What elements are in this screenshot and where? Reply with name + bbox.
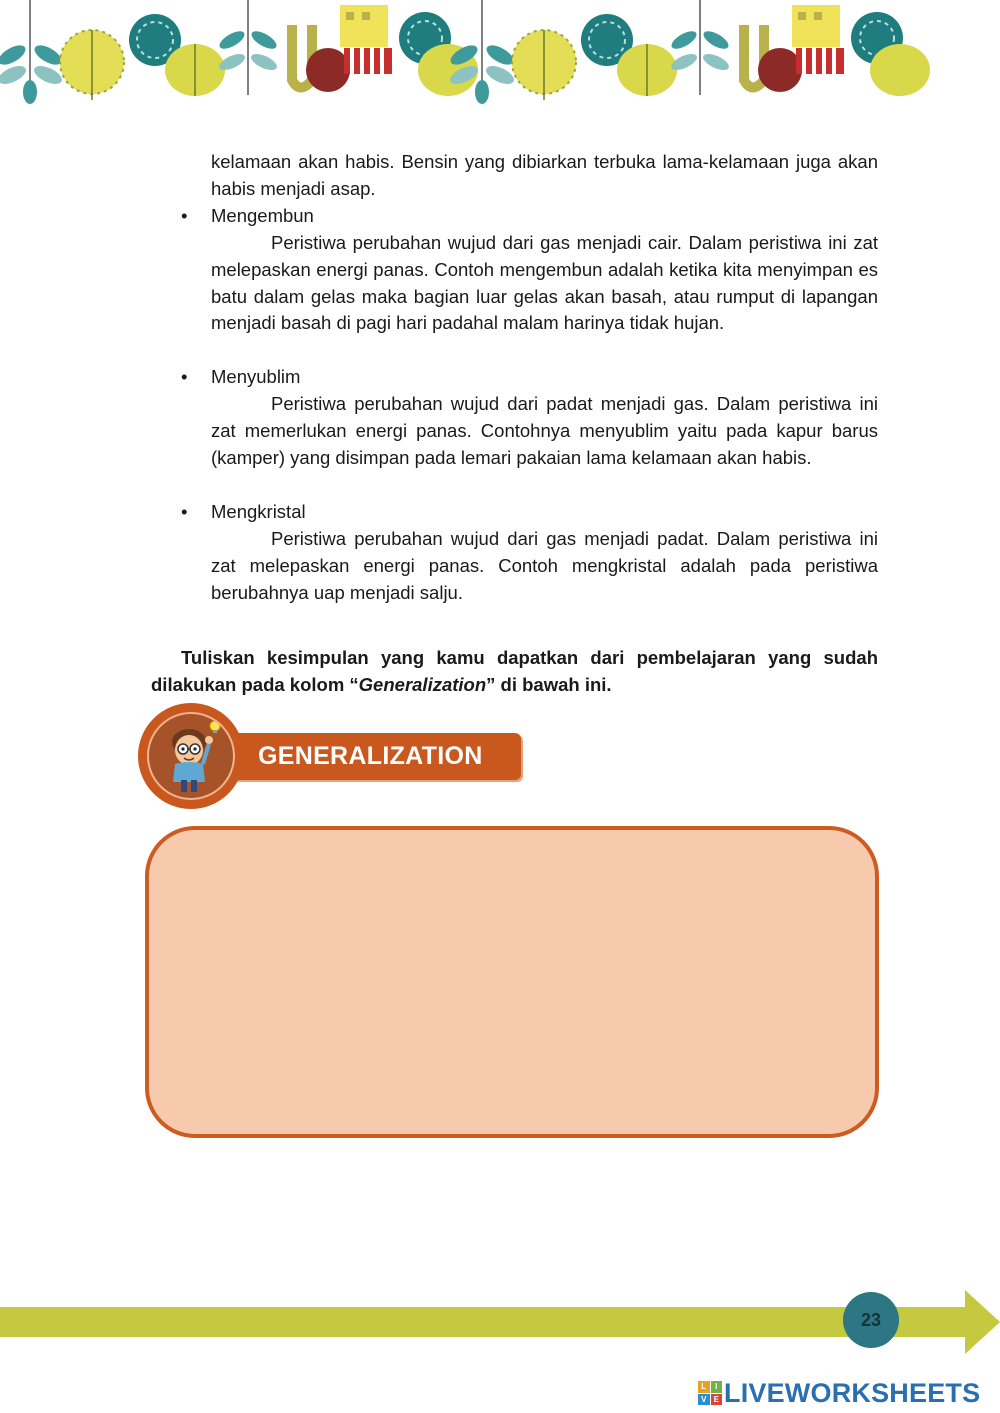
section-body: Peristiwa perubahan wujud dari padat menjadi gas. Dalam peristiwa ini zat memerlukan energi panas. Contohnya menyublim yaitu pada kapur barus (kamper) yang disimpan pada lemari pakaian lama kelamaan akan habis. [211,393,878,468]
thinking-boy-icon [149,714,233,798]
generalization-answer-box[interactable] [145,826,879,1138]
bullet-item-mengembun [181,203,314,230]
bullet-icon: • [181,205,188,226]
instruction-before: Tuliskan kesimpulan yang kamu dapatkan dari pembelajaran yang sudah dilakukan pada kolom “ [151,647,878,695]
instruction-after: ” di bawah ini. [486,673,612,695]
yellow-leaf-icon [60,30,124,100]
yellow-fan-icon [165,44,225,96]
leaf-fan-icon [0,0,65,104]
instruction-emphasis: Generalization [358,673,487,695]
continued-paragraph: kelamaan akan habis. Bensin yang dibiarkan terbuka lama-kelamaan juga akan habis menjadi asap. [211,151,878,199]
generalization-banner [230,733,521,780]
section-body: Peristiwa perubahan wujud dari gas menjadi cair. Dalam peristiwa ini zat melepaskan energi panas. Contoh mengembun adalah ketika kita menyimpan es batu dalam gelas maka bagian luar gelas akan basah, atau rumput di lapangan menjadi basah di pagi hari padahal malam harinya tidak hujan. [211,232,878,334]
bullet-item-menyublim [181,364,300,391]
bullet-icon: • [181,501,188,522]
section-title: Mengkristal [211,501,306,522]
liveworksheets-grid-icon: L I V E [698,1381,722,1405]
page-number: 23 [843,1292,899,1348]
section-body: Peristiwa perubahan wujud dari gas menjadi padat. Dalam peristiwa ini zat melepaskan energi panas. Contoh mengkristal adalah pada peristiwa berubahnya uap menjadi salju. [211,528,878,603]
section-title: Menyublim [211,366,301,387]
instruction-text [151,645,878,698]
section-body-menyublim [211,391,878,471]
generalization-badge [138,703,244,809]
bullet-icon: • [181,366,188,387]
generalization-label: GENERALIZATION [258,742,483,770]
leaf-fan-icon-2 [217,0,279,95]
section-body-mengembun [211,230,878,337]
section-body-mengkristal [211,526,878,606]
liveworksheets-logo [698,1376,980,1410]
section-title: Mengembun [211,205,314,226]
header-decoration [0,0,1000,115]
bullet-item-mengkristal [181,499,306,526]
liveworksheets-wordmark: LIVEWORKSHEETS [724,1377,981,1408]
generalization-answer-input[interactable] [169,850,855,1114]
